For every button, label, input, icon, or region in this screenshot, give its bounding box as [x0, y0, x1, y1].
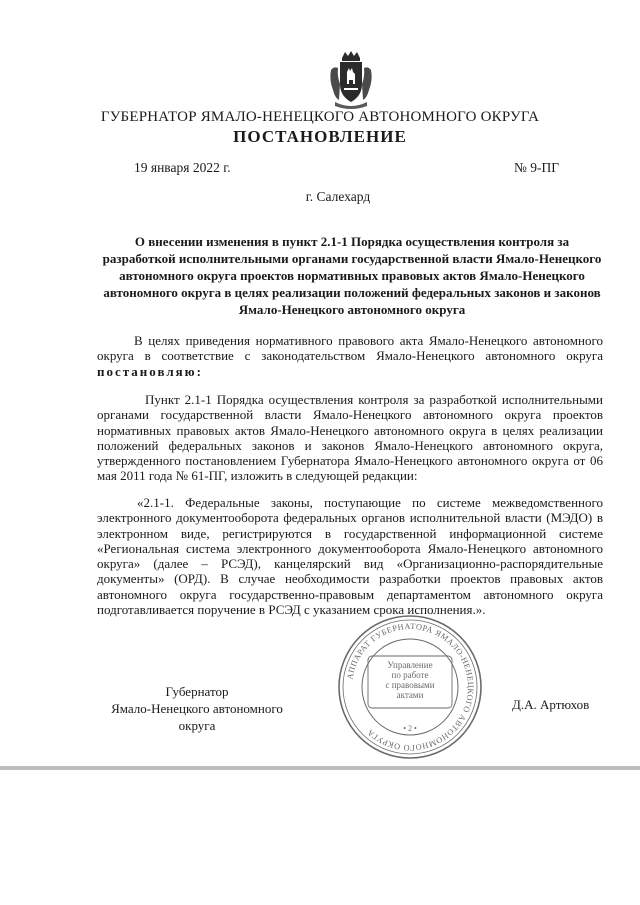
decree-word: постановляю:: [97, 363, 203, 379]
signatory-title: [97, 683, 297, 734]
seal-center-line2: по работе: [391, 670, 429, 680]
signatory-title-line2: Ямало-Ненецкого автономного округа: [111, 701, 283, 733]
seal-center-line1: Управление: [387, 660, 433, 670]
official-seal: [335, 612, 485, 762]
signatory-title-line1: Губернатор: [165, 684, 229, 699]
document-type-title: ПОСТАНОВЛЕНИЕ: [233, 127, 407, 146]
preamble-text: В целях приведения нормативного правового акта Ямало-Ненецкого автономного округа в соответствие с законодательством Ямало-Ненецкого автономного округа: [97, 333, 603, 364]
document-date: 19 января 2022 г.: [134, 160, 231, 175]
governor-title: ГУБЕРНАТОР ЯМАЛО-НЕНЕЦКОГО АВТОНОМНОГО ОКРУГА: [100, 109, 540, 125]
new-wording-paragraph: «2.1-1. Федеральные законы, поступающие по системе межведомственного электронного документооборота федеральных органов исполнительной власти (МЭДО) в электронном виде, регистрируются в государственной информационной системе «Региональная система электронного документооборота Ямало-Ненецкого автономного округа» (далее – РСЭД), канцелярский вид «Организационно-распорядительные документы» (ОРД). В случае необходимости разработки проектов правовых актов автономного округа государственно-правовым департаментом автономного округа подготавливается поручение в РСЭД с указанием срока исполнения.».: [97, 495, 603, 618]
seal-number: • 2 •: [403, 724, 417, 733]
amendment-paragraph: Пункт 2.1-1 Порядка осуществления контроля за разработкой исполнительными органами государственной власти Ямало-Ненецкого автономного округа проектов нормативных правовых актов Ямало-Ненецкого автономного округа в целях реализации положений федеральных законов и законов Ямало-Ненецкого автономного округа, утвержденного постановлением Губернатора Ямало-Ненецкого автономного округа от 06 мая 2011 года № 61-ПГ, изложить в следующей редакции:: [97, 392, 603, 484]
document-subject: О внесении изменения в пункт 2.1-1 Порядка осуществления контроля за разработкой исполнительными органами государственной власти Ямало-Ненецкого автономного округа проектов нормативных правовых актов Ямало-Ненецкого автономного округа в целях реализации положений федеральных законов и законов Ямало-Ненецкого автономного округа: [102, 234, 602, 317]
document-city: г. Салехард: [305, 189, 371, 204]
document-number: № 9-ПГ: [514, 160, 560, 175]
seal-center-line4: актами: [396, 690, 424, 700]
preamble-paragraph: [97, 333, 603, 379]
page-bottom-edge: [0, 766, 640, 770]
seal-center-line3: с правовыми: [385, 680, 435, 690]
signatory-name: Д.А. Артюхов: [512, 697, 590, 712]
coat-of-arms-icon: [327, 50, 375, 110]
seal-ring-text: АППАРАТ ГУБЕРНАТОРА ЯМАЛО-НЕНЕЦКОГО АВТОНОМНОГО ОКРУГА: [345, 621, 476, 753]
